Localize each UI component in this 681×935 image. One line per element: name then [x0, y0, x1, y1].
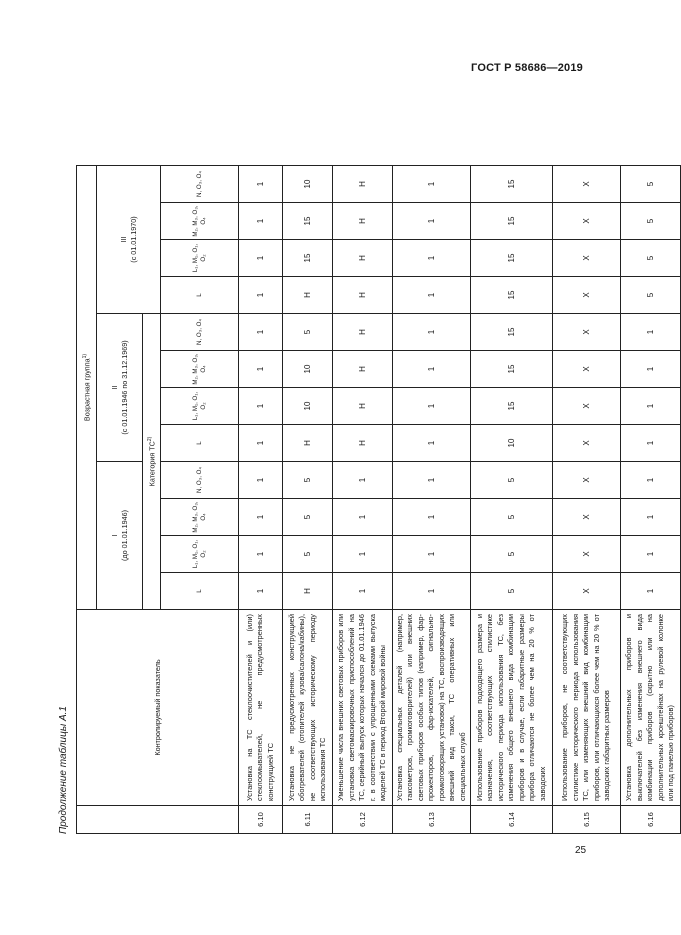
row-value: 1	[239, 499, 283, 536]
row-value: 1	[621, 314, 681, 351]
table-row	[471, 166, 553, 834]
row-value: 1	[621, 536, 681, 573]
row-value: 15	[471, 240, 553, 277]
age-group-label: Возрастная группа	[82, 358, 92, 422]
row-value: 1	[393, 314, 471, 351]
row-description: Использование приборов, не соответствующих стилистике исторического периода использования ТС, или изменяющих внешний вид комбинации приборов, или отличающихся более чем на 20 % от заводских габаритных размеров	[553, 610, 621, 806]
group-2-period: (с 01.01.1946 по 31.12.1969)	[119, 340, 129, 435]
row-value: Х	[553, 240, 621, 277]
row-value: Х	[553, 314, 621, 351]
row-value: 10	[471, 425, 553, 462]
category-header-8: N, O₃, O₄	[161, 314, 239, 351]
row-value: 1	[393, 462, 471, 499]
row-description: Использование приборов подходящего размера и назначения, соответствующих стилистике исторического периода использования ТС, без изменения общего внешнего вида комбинации приборов и в случае, если габаритные размеры прибора отличаются не более чем на 20 % от заводских	[471, 610, 553, 806]
header-group-2	[97, 314, 143, 462]
header-age-group	[77, 166, 97, 610]
category-header-9: L	[161, 277, 239, 314]
row-value: Н	[333, 166, 393, 203]
age-group-note: 1)	[82, 353, 89, 359]
row-description: Установка не предусмотренных конструкцией обогревателей (отопителей кузова/салона/кабины), не соответствующих историческому периоду использования ТС	[283, 610, 333, 806]
row-number: 6.11	[283, 806, 333, 834]
row-value: Н	[283, 573, 333, 610]
row-value: 15	[471, 166, 553, 203]
table-row	[621, 166, 681, 834]
row-value: 5	[283, 314, 333, 351]
row-value: Х	[553, 499, 621, 536]
row-value: Н	[333, 388, 393, 425]
row-value: 1	[621, 425, 681, 462]
rotated-content	[58, 95, 676, 834]
category-header-1: L	[161, 573, 239, 610]
row-value: Н	[333, 277, 393, 314]
row-value: Х	[553, 388, 621, 425]
row-value: 1	[239, 166, 283, 203]
group-2-roman: II	[110, 385, 119, 390]
table-row	[393, 166, 471, 834]
row-value: 1	[239, 351, 283, 388]
rotated-page	[58, 95, 676, 834]
row-value: 1	[393, 573, 471, 610]
row-value: 5	[471, 536, 553, 573]
row-value: 15	[471, 203, 553, 240]
row-value: 1	[333, 536, 393, 573]
row-value: Н	[333, 351, 393, 388]
row-value: 5	[283, 499, 333, 536]
row-value: 1	[393, 240, 471, 277]
category-header-7: M₂, M₃, O₃, O₄	[161, 351, 239, 388]
row-value: 15	[471, 351, 553, 388]
row-value: Н	[283, 277, 333, 314]
row-value: 15	[283, 240, 333, 277]
category-header-3: M₂, M₃, O₃, O₄	[161, 499, 239, 536]
row-value: Н	[333, 240, 393, 277]
row-value: 1	[239, 203, 283, 240]
row-value: 1	[393, 203, 471, 240]
row-value: 15	[283, 203, 333, 240]
row-value: 5	[621, 166, 681, 203]
category-header-12: N, O₃, O₄	[161, 166, 239, 203]
row-value: Х	[553, 203, 621, 240]
document-header: ГОСТ Р 58686—2019	[471, 62, 583, 74]
row-value: 5	[621, 240, 681, 277]
row-value: 1	[393, 277, 471, 314]
row-value: 1	[621, 573, 681, 610]
row-value: 1	[621, 351, 681, 388]
row-value: 1	[393, 388, 471, 425]
table-row	[283, 166, 333, 834]
row-value: 5	[621, 203, 681, 240]
row-value: 5	[471, 499, 553, 536]
row-value: Х	[553, 277, 621, 314]
row-value: Х	[553, 462, 621, 499]
row-value: 10	[283, 351, 333, 388]
row-value: 1	[239, 573, 283, 610]
row-number: 6.15	[553, 806, 621, 834]
category-note: 2)	[147, 436, 154, 442]
table-body	[239, 166, 681, 834]
row-value: Н	[333, 203, 393, 240]
page-number: 25	[575, 845, 587, 856]
row-value: 1	[393, 499, 471, 536]
row-value: Х	[553, 425, 621, 462]
row-value: Х	[553, 351, 621, 388]
row-value: 5	[621, 277, 681, 314]
row-description: Уменьшение числа внешних световых приборов или установка светомаскировочных приспособлений на ТС, серийный выпуск которых начался до 01.01.1946 г. в соответствии с упрощенными схемами выпуска моделей ТС в период Второй мировой войны	[333, 610, 393, 806]
table-row	[553, 166, 621, 834]
row-number: 6.10	[239, 806, 283, 834]
row-value: 1	[393, 425, 471, 462]
header-group-1	[97, 462, 143, 610]
row-value: Н	[283, 425, 333, 462]
group-1-roman: I	[110, 534, 119, 537]
row-value: 1	[239, 388, 283, 425]
row-value: 1	[621, 462, 681, 499]
row-value: 15	[471, 277, 553, 314]
category-header-11: M₂, M₃, O₃, O₄	[161, 203, 239, 240]
row-value: 10	[283, 388, 333, 425]
row-value: 15	[471, 388, 553, 425]
row-value: 1	[239, 536, 283, 573]
row-value: 1	[239, 277, 283, 314]
row-value: 5	[471, 573, 553, 610]
category-label: Категория ТС	[147, 441, 157, 487]
row-value: Х	[553, 166, 621, 203]
row-value: 1	[333, 499, 393, 536]
row-value: 1	[239, 462, 283, 499]
group-1-period: (до 01.01.1946)	[119, 510, 129, 561]
row-value: 10	[283, 166, 333, 203]
row-value: 15	[471, 314, 553, 351]
row-value: 1	[393, 166, 471, 203]
row-value: 1	[393, 351, 471, 388]
row-description: Установка дополнительных приборов и выключателей без изменения внешнего вида комбинации приборов (скрытно или на дополнительных кронштейнах на рулевой колонке или под панелью приборов)	[621, 610, 681, 806]
row-description: Установка на ТС стеклоочистителей и (или) стеклоомывателей, не предусмотренных конструкцией ТС	[239, 610, 283, 806]
row-value: Н	[333, 314, 393, 351]
header-category	[143, 314, 161, 610]
group-3-period: (с 01.01.1970)	[128, 216, 138, 263]
row-value: 5	[471, 462, 553, 499]
row-value: 1	[393, 536, 471, 573]
header-indicator: Контролируемый показатель	[77, 610, 239, 806]
category-header-2: L₁, M₁, O₁, O₂	[161, 536, 239, 573]
row-number: 6.12	[333, 806, 393, 834]
category-header-5: L	[161, 425, 239, 462]
row-value: 1	[333, 573, 393, 610]
table-row	[333, 166, 393, 834]
header-number-col	[77, 806, 239, 834]
table-caption: Продолжение таблицы А.1	[58, 706, 69, 834]
category-header-10: L₁, M₁, O₁, O₂	[161, 240, 239, 277]
row-value: 1	[621, 388, 681, 425]
row-value: Н	[333, 425, 393, 462]
group-3-roman: III	[119, 236, 128, 243]
row-value: Х	[553, 536, 621, 573]
data-table	[76, 165, 681, 834]
row-description: Установка специальных деталей (например, таксометров, громкоговорителей) или внешних световых приборов особых типов (например, фар-прожекторов, фар-искателей, сигнально-громкоговорящих установок) на ТС, воспроизводящих внешний вид такси, ТС оперативных или специальных служб	[393, 610, 471, 806]
category-header-4: N, O₃, O₄	[161, 462, 239, 499]
row-number: 6.13	[393, 806, 471, 834]
category-header-6: L₁, M₁, O₁, O₂	[161, 388, 239, 425]
row-value: 1	[621, 499, 681, 536]
row-value: 5	[283, 462, 333, 499]
row-value: 1	[239, 425, 283, 462]
row-value: 1	[333, 462, 393, 499]
row-number: 6.14	[471, 806, 553, 834]
table-row	[239, 166, 283, 834]
row-value: Х	[553, 573, 621, 610]
row-value: 5	[283, 536, 333, 573]
row-number: 6.16	[621, 806, 681, 834]
header-group-3	[97, 166, 161, 314]
row-value: 1	[239, 314, 283, 351]
row-value: 1	[239, 240, 283, 277]
